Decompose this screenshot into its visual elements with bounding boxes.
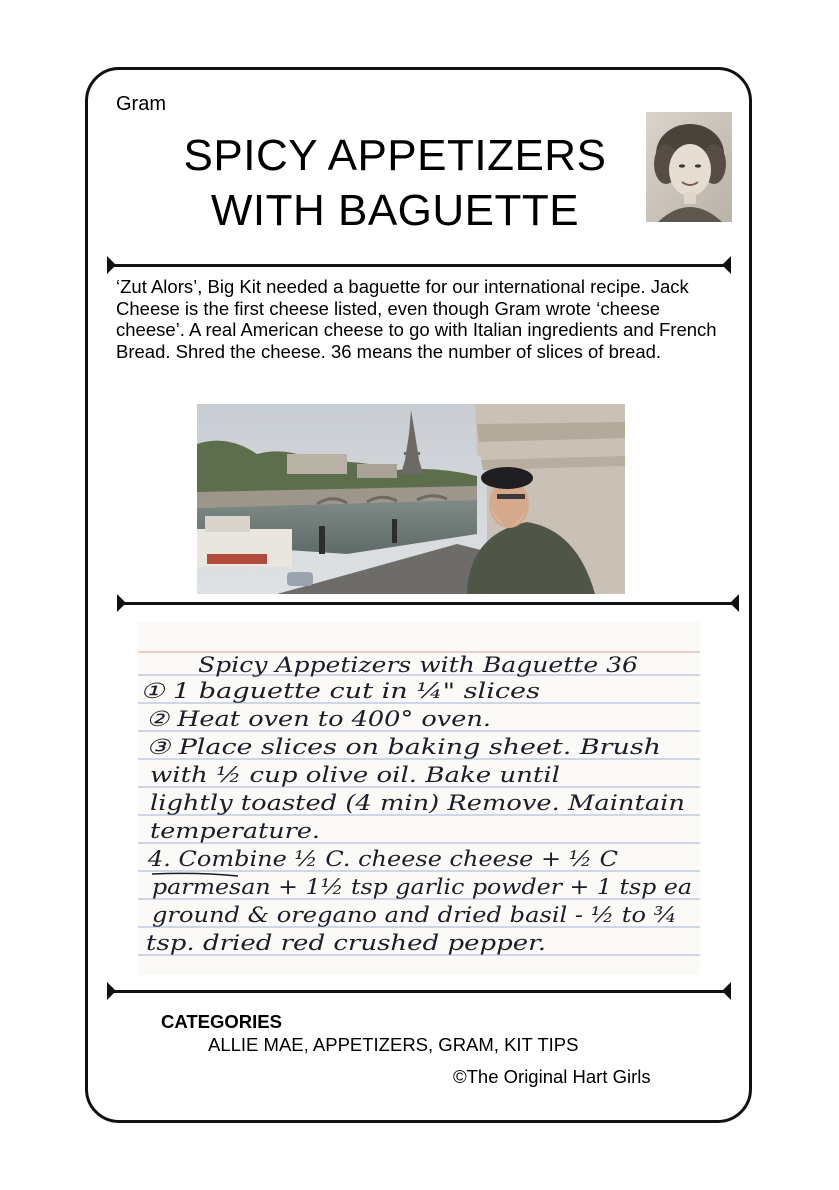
portrait-photo (646, 112, 732, 222)
card-line: ② Heat oven to 400° oven. (146, 707, 491, 731)
card-line: with ½ cup olive oil. Bake until (150, 763, 560, 787)
author-label: Gram (116, 93, 166, 115)
card-line: temperature. (150, 819, 320, 843)
card-line: tsp. dried red crushed pepper. (146, 931, 546, 955)
card-line: ground & oregano and dried basil - ½ to ¾ (152, 903, 677, 927)
card-line: ③ Place slices on baking sheet. Brush (146, 735, 661, 759)
divider-bottom (108, 990, 730, 993)
divider-cap-left (107, 982, 116, 1000)
categories-list: ALLIE MAE, APPETIZERS, GRAM, KIT TIPS (208, 1034, 579, 1055)
divider-cap-right (730, 594, 739, 612)
title-line-1: SPICY APPETIZERS (183, 131, 607, 180)
handwritten-recipe-card (138, 622, 700, 975)
card-line: Spicy Appetizers with Baguette 36 (198, 653, 638, 677)
divider-cap-left (107, 256, 116, 274)
divider-middle (118, 602, 738, 605)
divider-cap-right (722, 982, 731, 1000)
card-line: 4. Combine ½ C. cheese cheese + ½ C (146, 847, 618, 871)
divider-cap-left (117, 594, 126, 612)
card-line: lightly toasted (4 min) Remove. Maintain (150, 791, 685, 815)
divider-cap-right (722, 256, 731, 274)
categories-heading: CATEGORIES (161, 1011, 282, 1032)
copyright-notice: ©The Original Hart Girls (453, 1066, 651, 1087)
title-line-2: WITH BAGUETTE (210, 186, 580, 235)
divider-top (108, 264, 730, 267)
paris-photo (197, 404, 625, 594)
intro-paragraph: ‘Zut Alors’, Big Kit needed a baguette for our international recipe. Jack Cheese is the first cheese listed, even though Gram wrote ‘cheese cheese’. A real American cheese to go with Italian ingredients and French Bread. Shred the cheese. 36 means the number of slices of bread. (116, 276, 717, 362)
card-line: ① 1 baguette cut in ¼" slices (140, 679, 541, 703)
card-line: parmesan + 1½ tsp garlic powder + 1 tsp ea (152, 875, 692, 899)
page-title (140, 128, 650, 238)
